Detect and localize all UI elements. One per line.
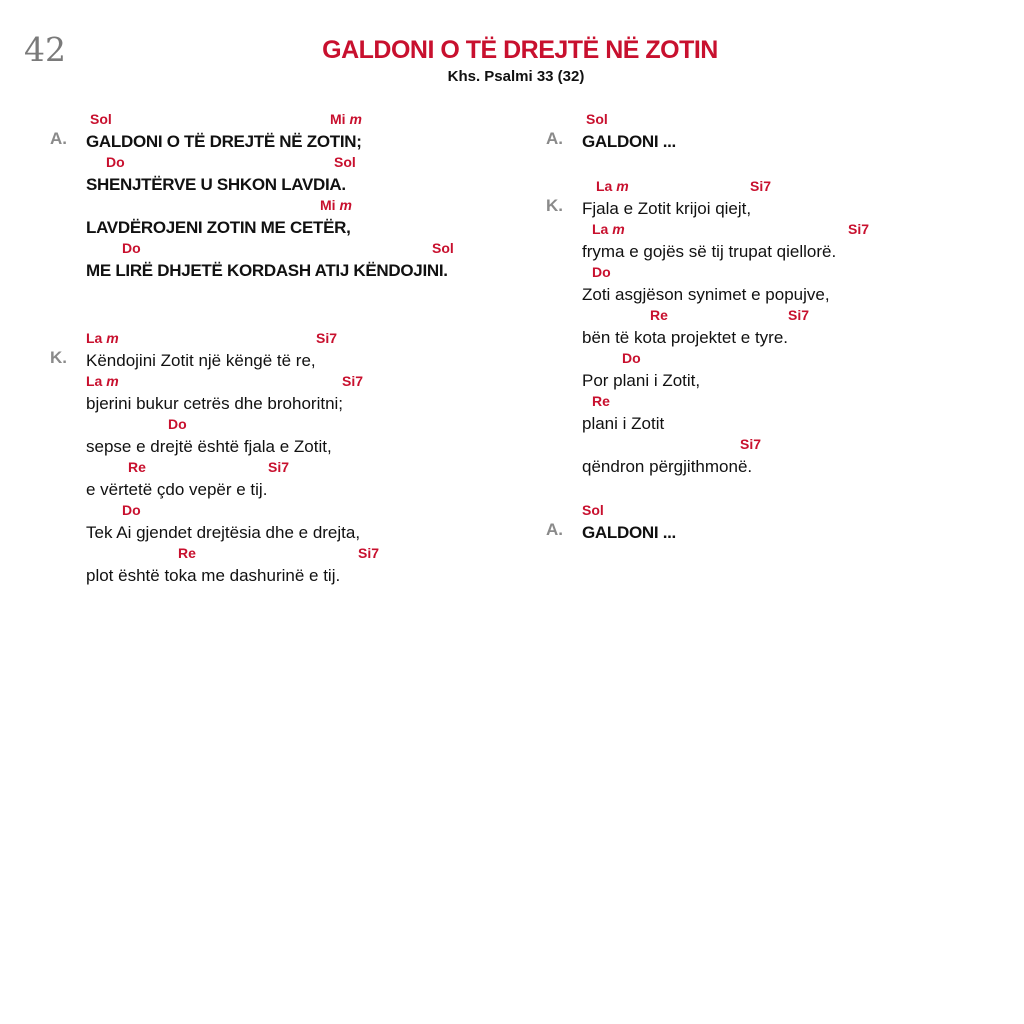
chord: Si7 [342,373,364,389]
antiphon-marker: A. [546,520,563,539]
chord: Sol [432,240,454,256]
chord-row [582,221,870,239]
lyric-line: plani i Zotit [582,414,665,433]
chord-row [582,502,676,520]
lyric-line: bjerini bukur cetrës dhe brohoritni; [86,394,344,413]
lyric-line: Zoti asgjëson synimet e popujve, [582,285,830,304]
lyric-line: fryma e gojës së tij trupat qiellorë. [582,242,837,261]
chord: Sol [334,154,356,170]
chord: Do [592,264,611,280]
chord: Si7 [788,307,810,323]
lyric-line: Fjala e Zotit krijoi qiejt, [582,199,752,218]
lyric-line: Tek Ai gjendet drejtësia dhe e drejta, [86,523,361,542]
verse-marker: K. [546,196,563,215]
lyric-line: LAVDËROJENI ZOTIN ME CETËR, [86,218,351,237]
chord: Si7 [740,436,762,452]
chord: Re [592,393,610,409]
lyric-line: ME LIRË DHJETË KORDASH ATIJ KËNDOJINI. [86,261,448,280]
chord: Re [128,459,146,475]
lyric-line: plot është toka me dashurinë e tij. [86,566,341,585]
lyric-line: Këndojini Zotit një këngë të re, [86,351,316,370]
antiphon-marker: A. [50,129,67,148]
left-verse [50,330,380,588]
chord: Mi m [330,111,362,127]
lyric-line: SHENJTËRVE U SHKON LAVDIA. [86,175,346,194]
chord: Do [168,416,187,432]
chord-row [582,264,836,282]
chord: Mi m [320,197,352,213]
chord: Si7 [848,221,870,237]
chord: Do [106,154,125,170]
lyric-line: bën të kota projektet e tyre. [582,328,789,347]
chord: Sol [582,502,604,518]
right-verse [546,178,870,479]
right-antiphon-2 [546,502,676,545]
song-subtitle: Khs. Psalmi 33 (32) [447,68,585,85]
chord-row [86,459,360,477]
chord-row [582,111,676,129]
chord-row [86,111,448,129]
lyric-line: GALDONI ... [582,523,676,542]
chord-row [582,436,836,454]
chord-row [582,393,836,411]
lyric-line: Por plani i Zotit, [582,371,701,390]
lyric-line: sepse e drejtë është fjala e Zotit, [86,437,332,456]
chord: Do [122,502,141,518]
chord-row [86,545,380,563]
chord-row [86,197,448,215]
chord: Si7 [750,178,772,194]
chord: Do [622,350,641,366]
chord-row [86,330,360,348]
chord: Re [178,545,196,561]
left-antiphon [50,111,454,283]
lyric-line: qëndron përgjithmonë. [582,457,753,476]
chord-row [86,416,360,434]
chord: Re [650,307,668,323]
lyric-line: GALDONI O TË DREJTË NË ZOTIN; [86,132,362,151]
chord: La m [86,330,119,346]
antiphon-marker: A. [546,129,563,148]
lyric-line: e vërtetë çdo vepër e tij. [86,480,268,499]
right-antiphon-1 [546,111,676,154]
chord-row [86,502,360,520]
song-title: GALDONI O TË DREJTË NË ZOTIN [322,36,718,64]
page-number: 42 [24,30,66,69]
chord: Si7 [358,545,380,561]
chord: Si7 [268,459,290,475]
chord-row [86,240,454,258]
chord-row [582,350,836,368]
chord-row [86,373,364,391]
chord-row [582,178,836,196]
chord: La m [86,373,119,389]
lyric-line: GALDONI ... [582,132,676,151]
chord: Sol [586,111,608,127]
chord: Do [122,240,141,256]
chord-row [582,307,836,325]
chord: Sol [90,111,112,127]
chord: Si7 [316,330,338,346]
chord-row [86,154,448,172]
chord: La m [592,221,625,237]
verse-marker: K. [50,348,67,367]
chord: La m [596,178,629,194]
